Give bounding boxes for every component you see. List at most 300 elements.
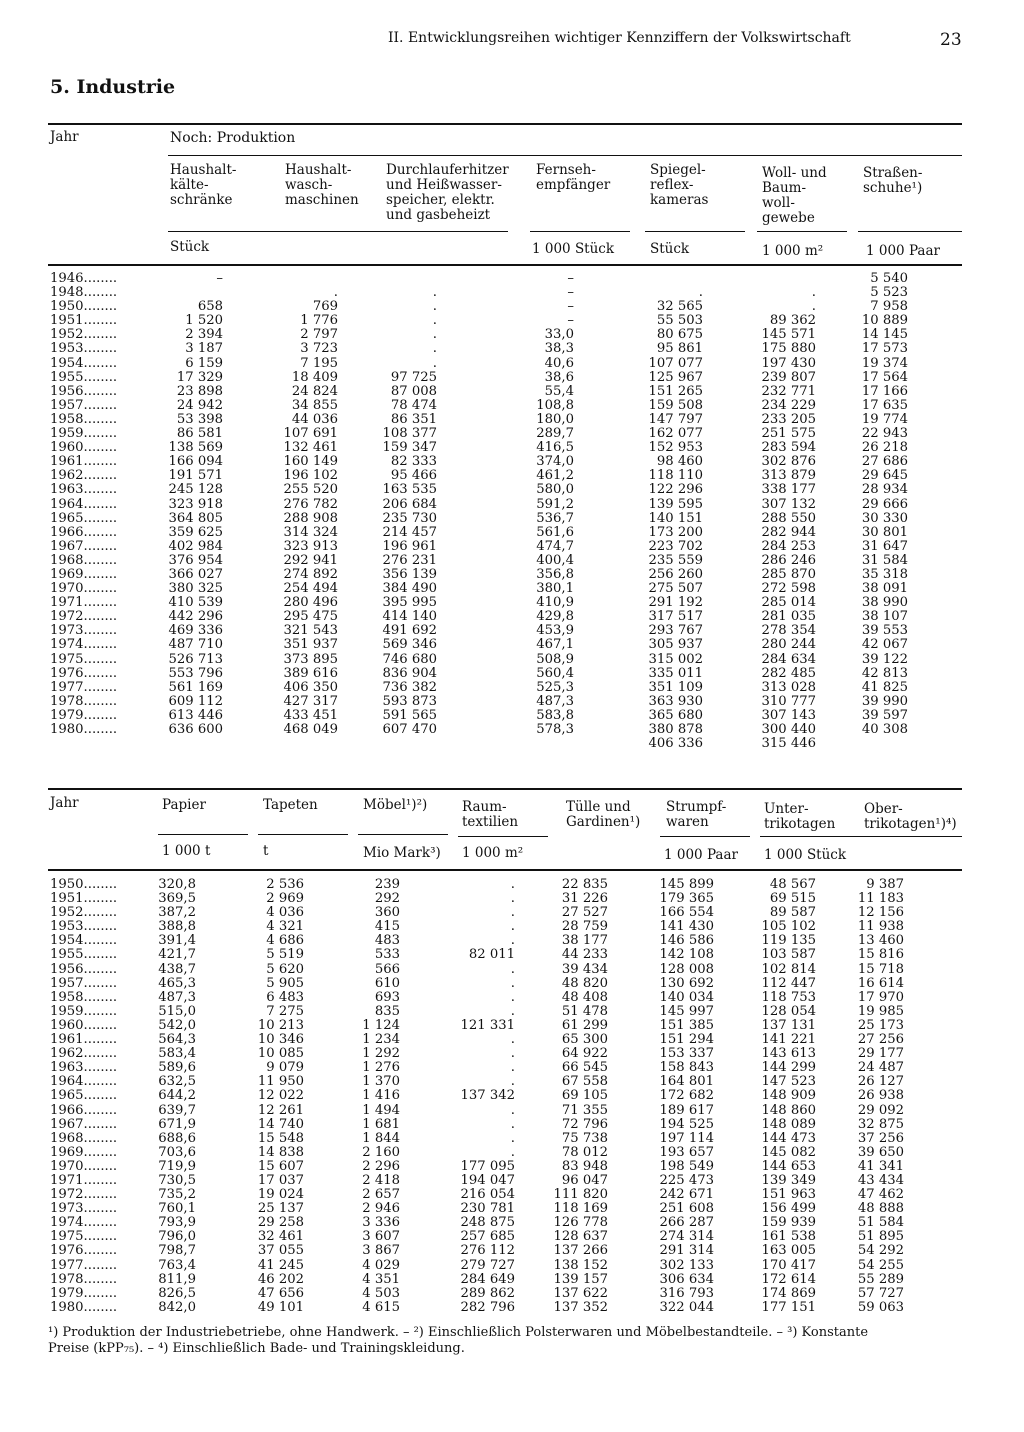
- value-cell: 10 889: [861, 313, 908, 329]
- value-cell: 284 253: [761, 538, 816, 554]
- value-cell: 161 538: [761, 1229, 816, 1245]
- value-cell: 145 082: [761, 1144, 816, 1160]
- value-cell: .: [510, 961, 515, 977]
- value-cell: 137 131: [761, 1017, 816, 1033]
- value-cell: 356 139: [382, 566, 437, 582]
- value-cell: 10 346: [257, 1032, 304, 1048]
- value-cell: [375, 272, 437, 286]
- value-cell: 172 682: [659, 1088, 714, 1104]
- value-cell: –: [567, 299, 574, 315]
- value-cell: 369,5: [158, 891, 196, 907]
- value-cell: 65 300: [561, 1032, 608, 1048]
- value-cell: .: [432, 327, 437, 343]
- value-cell: 282 796: [460, 1299, 515, 1315]
- year-cell: 1966........: [50, 1102, 118, 1118]
- value-cell: 126 778: [553, 1215, 608, 1231]
- value-cell: 564,3: [158, 1032, 196, 1048]
- value-cell: 25 137: [257, 1201, 304, 1217]
- value-cell: 380 325: [168, 581, 223, 597]
- value-cell: 280 244: [761, 637, 816, 653]
- table2-unit-rule-c: [358, 834, 448, 835]
- value-cell: 365 680: [648, 707, 703, 723]
- table2-col-tuelle: Tülle und Gardinen¹): [566, 799, 641, 830]
- table1-group-header: Noch: Produktion: [170, 130, 296, 146]
- value-cell: 282 485: [761, 665, 816, 681]
- value-cell: 139 349: [761, 1172, 816, 1188]
- value-cell: 80 675: [656, 327, 703, 343]
- value-cell: 198 549: [659, 1158, 714, 1174]
- value-cell: 26 127: [857, 1074, 904, 1090]
- value-cell: 139 157: [553, 1271, 608, 1287]
- value-cell: 172 614: [761, 1271, 816, 1287]
- value-cell: 719,9: [158, 1158, 196, 1174]
- value-cell: 284 649: [460, 1271, 515, 1287]
- table1-year-header: Jahr: [50, 129, 79, 145]
- year-cell: 1946........: [50, 271, 118, 286]
- table1-durchlauferhitzer-values: [375, 272, 437, 737]
- value-cell: 144 473: [761, 1130, 816, 1146]
- value-cell: 17 564: [861, 369, 908, 385]
- value-cell: 59 063: [857, 1299, 904, 1315]
- value-cell: 842,0: [158, 1299, 196, 1315]
- value-cell: 130 692: [659, 975, 714, 991]
- value-cell: 26 218: [861, 440, 908, 456]
- value-cell: 1 276: [362, 1060, 400, 1076]
- value-cell: 387,2: [158, 905, 196, 921]
- value-cell: 39 553: [861, 623, 908, 639]
- value-cell: 162 077: [648, 426, 703, 442]
- value-cell: 12 022: [257, 1088, 304, 1104]
- value-cell: 1 494: [362, 1102, 400, 1118]
- year-cell: 1948........: [50, 285, 118, 301]
- value-cell: 280 496: [283, 595, 338, 611]
- value-cell: 48 888: [857, 1201, 904, 1217]
- value-cell: 64 922: [561, 1046, 608, 1062]
- value-cell: 26 938: [857, 1088, 904, 1104]
- value-cell: 12 156: [857, 905, 904, 921]
- value-cell: 4 503: [362, 1285, 400, 1301]
- value-cell: 251 575: [761, 426, 816, 442]
- value-cell: 293 767: [648, 623, 703, 639]
- value-cell: 835: [374, 1003, 400, 1019]
- value-cell: 515,0: [158, 1003, 196, 1019]
- year-cell: 1972........: [50, 609, 118, 625]
- value-cell: 239 807: [761, 369, 816, 385]
- value-cell: 151 963: [761, 1187, 816, 1203]
- value-cell: 49 101: [257, 1299, 304, 1315]
- value-cell: 2 946: [362, 1201, 400, 1217]
- year-cell: 1974........: [50, 637, 118, 653]
- value-cell: 302 876: [761, 454, 816, 470]
- value-cell: 313 879: [761, 468, 816, 484]
- year-cell: 1956........: [50, 383, 118, 399]
- value-cell: 4 686: [266, 933, 304, 949]
- value-cell: .: [432, 313, 437, 329]
- year-cell: 1956........: [50, 961, 118, 977]
- year-cell: 1951........: [50, 891, 118, 907]
- year-cell: 1976........: [50, 665, 118, 681]
- value-cell: 465,3: [158, 975, 196, 991]
- value-cell: 24 824: [291, 383, 338, 399]
- table1-col-kuehlschraenke: Haushalt- kälte- schränke: [170, 162, 237, 208]
- table2-col-obertrikotagen: Ober- trikotagen¹)⁴): [864, 801, 957, 832]
- year-cell: 1963........: [50, 482, 118, 498]
- value-cell: 257 685: [460, 1229, 515, 1245]
- value-cell: 28 759: [561, 919, 608, 935]
- value-cell: 429,8: [536, 609, 574, 625]
- value-cell: 14 838: [257, 1144, 304, 1160]
- value-cell: 177 095: [460, 1158, 515, 1174]
- value-cell: 239: [374, 877, 400, 892]
- value-cell: 796,0: [158, 1229, 196, 1245]
- value-cell: 214 457: [382, 524, 437, 540]
- footnote-line-1: ¹) Produktion der Industriebetriebe, ohne Handwerk. – ²) Einschließlich Polsterwaren und Möbelbestandteile. – ³) Konstante: [48, 1325, 869, 1340]
- value-cell: 151 385: [659, 1017, 714, 1033]
- value-cell: 255 520: [283, 482, 338, 498]
- value-cell: 639,7: [158, 1102, 196, 1118]
- value-cell: 338 177: [761, 482, 816, 498]
- value-cell: 1 776: [300, 313, 338, 329]
- value-cell: 232 771: [761, 383, 816, 399]
- value-cell: 159 508: [648, 397, 703, 413]
- value-cell: 366 027: [168, 566, 223, 582]
- value-cell: 6 159: [185, 355, 223, 371]
- year-cell: 1967........: [50, 538, 118, 554]
- value-cell: –: [216, 271, 223, 286]
- value-cell: –: [567, 313, 574, 329]
- value-cell: 22 943: [861, 426, 908, 442]
- value-cell: 55,4: [544, 383, 574, 399]
- year-cell: 1971........: [50, 1172, 118, 1188]
- value-cell: 289 862: [460, 1285, 515, 1301]
- value-cell: 128 054: [761, 1003, 816, 1019]
- value-cell: 197 114: [659, 1130, 714, 1146]
- table2-unit-t: t: [263, 843, 269, 859]
- value-cell: 29 092: [857, 1102, 904, 1118]
- value-cell: 144 653: [761, 1158, 816, 1174]
- year-cell: 1974........: [50, 1215, 118, 1231]
- value-cell: 44 036: [291, 411, 338, 427]
- value-cell: 566: [374, 961, 400, 977]
- value-cell: 313 028: [761, 679, 816, 695]
- value-cell: 27 527: [561, 905, 608, 921]
- value-cell: 317 517: [648, 609, 703, 625]
- table1-unit-rule-c: [645, 231, 745, 232]
- value-cell: 196 102: [283, 468, 338, 484]
- value-cell: 730,5: [158, 1172, 196, 1188]
- table2-moebel-values: [340, 878, 400, 1315]
- value-cell: 152 953: [648, 440, 703, 456]
- value-cell: 276 231: [382, 552, 437, 568]
- value-cell: 2 536: [266, 877, 304, 892]
- value-cell: 6 483: [266, 989, 304, 1005]
- value-cell: 125 967: [648, 369, 703, 385]
- value-cell: 583,4: [158, 1046, 196, 1062]
- value-cell: 736 382: [382, 679, 437, 695]
- value-cell: .: [432, 285, 437, 301]
- value-cell: .: [510, 1032, 515, 1048]
- value-cell: 256 260: [648, 566, 703, 582]
- value-cell: 793,9: [158, 1215, 196, 1231]
- value-cell: 491 692: [382, 623, 437, 639]
- year-cell: 1955........: [50, 947, 118, 963]
- year-cell: 1962........: [50, 1046, 118, 1062]
- year-cell: 1969........: [50, 566, 118, 582]
- value-cell: 400,4: [536, 552, 574, 568]
- value-cell: 17 329: [176, 369, 223, 385]
- table2-untertrikotagen-values: [740, 878, 816, 1315]
- value-cell: 7 195: [300, 355, 338, 371]
- year-cell: 1962........: [50, 468, 118, 484]
- value-cell: 288 908: [283, 510, 338, 526]
- year-cell: 1980........: [50, 1299, 118, 1315]
- value-cell: 671,9: [158, 1116, 196, 1132]
- value-cell: 442 296: [168, 609, 223, 625]
- value-cell: 15 816: [857, 947, 904, 963]
- value-cell: 67 558: [561, 1074, 608, 1090]
- table1-unit-rule-e: [858, 231, 962, 232]
- value-cell: 95 861: [656, 341, 703, 357]
- value-cell: 31 226: [561, 891, 608, 907]
- value-cell: 225 473: [659, 1172, 714, 1188]
- running-head: II. Entwicklungsreihen wichtiger Kennziffern der Volkswirtschaft: [388, 30, 851, 46]
- table2-unit-rule-d: [458, 836, 548, 837]
- value-cell: 13 460: [857, 933, 904, 949]
- table1-col-durchlauferhitzer: Durchlauferhitzer und Heißwasser- speicher, elektr. und gasbeheizt: [386, 162, 509, 223]
- value-cell: 305 937: [648, 637, 703, 653]
- table2-col-tapeten: Tapeten: [263, 797, 318, 813]
- value-cell: 38 107: [861, 609, 908, 625]
- value-cell: 10 213: [257, 1017, 304, 1033]
- value-cell: 693: [374, 989, 400, 1005]
- value-cell: 374,0: [536, 454, 574, 470]
- value-cell: 427 317: [283, 693, 338, 709]
- value-cell: 811,9: [158, 1271, 196, 1287]
- value-cell: 54 255: [857, 1257, 904, 1273]
- value-cell: .: [510, 1003, 515, 1019]
- value-cell: .: [432, 355, 437, 371]
- value-cell: 3 187: [185, 341, 223, 357]
- value-cell: 569 346: [382, 637, 437, 653]
- value-cell: 469 336: [168, 623, 223, 639]
- value-cell: .: [510, 933, 515, 949]
- value-cell: 97 725: [390, 369, 437, 385]
- value-cell: .: [510, 1144, 515, 1160]
- value-cell: 233 205: [761, 411, 816, 427]
- value-cell: 583,8: [536, 707, 574, 723]
- value-cell: 98 460: [656, 454, 703, 470]
- year-cell: 1953........: [50, 341, 118, 357]
- value-cell: 461,2: [536, 468, 574, 484]
- year-cell: 1959........: [50, 426, 118, 442]
- value-cell: [270, 272, 338, 286]
- value-cell: 89 587: [769, 905, 816, 921]
- value-cell: 553 796: [168, 665, 223, 681]
- value-cell: 118 110: [648, 468, 703, 484]
- value-cell: 39 597: [861, 707, 908, 723]
- value-cell: 24 487: [857, 1060, 904, 1076]
- value-cell: 55 289: [857, 1271, 904, 1287]
- value-cell: 321 543: [283, 623, 338, 639]
- year-cell: 1978........: [50, 693, 118, 709]
- value-cell: 300 440: [761, 722, 816, 737]
- year-cell: 1967........: [50, 1116, 118, 1132]
- year-cell: 1971........: [50, 595, 118, 611]
- value-cell: 406 350: [283, 679, 338, 695]
- value-cell: 33,0: [544, 327, 574, 343]
- value-cell: 27 686: [861, 454, 908, 470]
- value-cell: 173 200: [648, 524, 703, 540]
- year-cell: 1970........: [50, 1158, 118, 1174]
- value-cell: 234 229: [761, 397, 816, 413]
- table2-unit-1000-paar: 1 000 Paar: [664, 847, 738, 863]
- table1-body-rule: [48, 264, 962, 266]
- value-cell: 5 519: [266, 947, 304, 963]
- value-cell: 266 287: [659, 1215, 714, 1231]
- table1-unit-rule-a: [168, 231, 508, 232]
- value-cell: 307 143: [761, 707, 816, 723]
- value-cell: 22 835: [561, 877, 608, 892]
- value-cell: 235 559: [648, 552, 703, 568]
- value-cell: 37 055: [257, 1243, 304, 1259]
- table2-body-rule: [48, 869, 962, 871]
- value-cell: 83 948: [561, 1158, 608, 1174]
- value-cell: 526 713: [168, 651, 223, 667]
- table2-unit-1000-m2: 1 000 m²: [462, 845, 524, 861]
- value-cell: 395 995: [382, 595, 437, 611]
- table2-unit-mio-mark: Mio Mark³): [363, 845, 441, 861]
- value-cell: 35 318: [861, 566, 908, 582]
- value-cell: 194 525: [659, 1116, 714, 1132]
- value-cell: .: [510, 1130, 515, 1146]
- value-cell: 2 657: [362, 1187, 400, 1203]
- value-cell: .: [510, 1102, 515, 1118]
- value-cell: 245 128: [168, 482, 223, 498]
- table2-col-moebel: Möbel¹)²): [363, 797, 428, 813]
- value-cell: 468 049: [283, 722, 338, 737]
- value-cell: 580,0: [536, 482, 574, 498]
- value-cell: 1 520: [185, 313, 223, 329]
- value-cell: 15 718: [857, 961, 904, 977]
- value-cell: 105 102: [761, 919, 816, 935]
- value-cell: [630, 272, 703, 286]
- value-cell: 69 515: [769, 891, 816, 907]
- value-cell: 1 370: [362, 1074, 400, 1090]
- value-cell: 32 461: [257, 1229, 304, 1245]
- value-cell: 39 990: [861, 693, 908, 709]
- value-cell: 95 466: [390, 468, 437, 484]
- value-cell: .: [510, 891, 515, 907]
- value-cell: 235 730: [382, 510, 437, 526]
- value-cell: 9 387: [866, 877, 904, 892]
- value-cell: 177 151: [761, 1299, 816, 1315]
- table1-gewebe-values: [740, 272, 816, 751]
- value-cell: 360: [374, 905, 400, 921]
- value-cell: 86 581: [176, 426, 223, 442]
- value-cell: 836 904: [382, 665, 437, 681]
- value-cell: 159 347: [382, 440, 437, 456]
- value-cell: 47 656: [257, 1285, 304, 1301]
- value-cell: 137 342: [460, 1088, 515, 1104]
- value-cell: 148 909: [761, 1088, 816, 1104]
- value-cell: 363 930: [648, 693, 703, 709]
- value-cell: 487 710: [168, 637, 223, 653]
- value-cell: 10 085: [257, 1046, 304, 1062]
- value-cell: 5 523: [870, 285, 908, 301]
- value-cell: 156 499: [761, 1201, 816, 1217]
- value-cell: 87 008: [390, 383, 437, 399]
- table2-raumtextilien-values: [445, 878, 515, 1315]
- value-cell: 410 539: [168, 595, 223, 611]
- value-cell: 275 507: [648, 581, 703, 597]
- value-cell: 533: [374, 947, 400, 963]
- table2-unit-rule-b: [258, 834, 348, 835]
- table2-unit-rule-f: [760, 836, 962, 837]
- value-cell: –: [567, 271, 574, 286]
- table1-group-rule: [168, 155, 962, 156]
- year-cell: 1958........: [50, 411, 118, 427]
- value-cell: 285 014: [761, 595, 816, 611]
- value-cell: 146 586: [659, 933, 714, 949]
- value-cell: 191 571: [168, 468, 223, 484]
- value-cell: 193 657: [659, 1144, 714, 1160]
- value-cell: 578,3: [536, 722, 574, 737]
- value-cell: 483: [374, 933, 400, 949]
- value-cell: 525,3: [536, 679, 574, 695]
- value-cell: 380,1: [536, 581, 574, 597]
- value-cell: .: [432, 299, 437, 315]
- table1-top-rule: [48, 123, 962, 125]
- table2-year-header: Jahr: [50, 795, 79, 811]
- year-cell: 1977........: [50, 679, 118, 695]
- value-cell: 335 011: [648, 665, 703, 681]
- value-cell: 158 843: [659, 1060, 714, 1076]
- value-cell: 610: [374, 975, 400, 991]
- value-cell: 2 394: [185, 327, 223, 343]
- value-cell: [740, 272, 816, 286]
- page-number: 23: [940, 30, 962, 50]
- value-cell: 542,0: [158, 1017, 196, 1033]
- value-cell: 27 256: [857, 1032, 904, 1048]
- value-cell: 14 740: [257, 1116, 304, 1132]
- value-cell: 410,9: [536, 595, 574, 611]
- year-cell: 1975........: [50, 1229, 118, 1245]
- table2-strumpfwaren-values: [640, 878, 714, 1315]
- value-cell: .: [510, 1060, 515, 1076]
- year-cell: 1969........: [50, 1144, 118, 1160]
- value-cell: 38,3: [544, 341, 574, 357]
- value-cell: 144 299: [761, 1060, 816, 1076]
- value-cell: 826,5: [158, 1285, 196, 1301]
- value-cell: 254 494: [283, 581, 338, 597]
- year-cell: 1964........: [50, 496, 118, 512]
- value-cell: 19 024: [257, 1187, 304, 1203]
- value-cell: 128 637: [553, 1229, 608, 1245]
- year-cell: 1958........: [50, 989, 118, 1005]
- value-cell: 285 870: [761, 566, 816, 582]
- value-cell: 31 584: [861, 552, 908, 568]
- value-cell: 122 296: [648, 482, 703, 498]
- table1-kameras-values: [630, 272, 703, 751]
- value-cell: 160 149: [283, 454, 338, 470]
- value-cell: 17 970: [857, 989, 904, 1005]
- value-cell: 359 625: [168, 524, 223, 540]
- table1-unit-rule-b: [530, 231, 630, 232]
- value-cell: 141 221: [761, 1032, 816, 1048]
- value-cell: 322 044: [659, 1299, 714, 1315]
- value-cell: 46 202: [257, 1271, 304, 1287]
- value-cell: .: [510, 919, 515, 935]
